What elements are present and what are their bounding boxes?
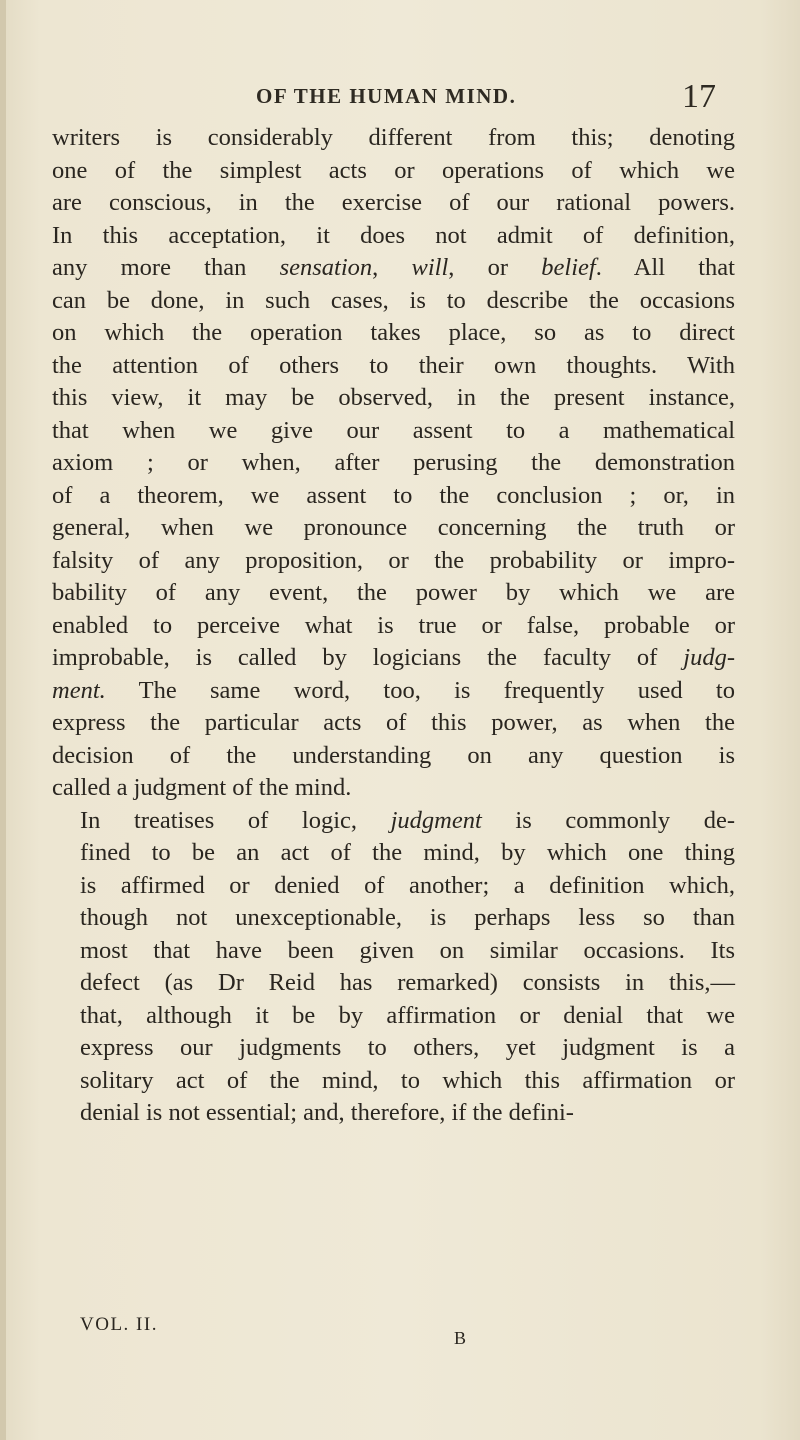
text-line: express the particular acts of this power, as when the <box>52 709 735 736</box>
text-line: most that have been given on similar occasions. Its <box>80 936 735 964</box>
page-header <box>66 78 716 118</box>
text-line: solitary act of the mind, to which this affirmation or <box>80 1066 735 1094</box>
text-line: denial is not essential; and, therefore, if the defini- <box>80 1099 574 1126</box>
signature-mark: B <box>454 1328 467 1348</box>
text-line: though not unexceptionable, is perhaps less so than <box>80 904 735 931</box>
text-line: on which the operation takes place, so as to direct <box>52 319 735 346</box>
italic-term: sensation <box>279 254 373 281</box>
running-head: OF THE HUMAN MIND. <box>256 84 517 108</box>
text-line: axiom ; or when, after perusing the demonstration <box>52 449 735 476</box>
text-line: In treatises of logic, judgment is commonly de- <box>80 806 736 834</box>
text-line: falsity of any proposition, or the probability or impro- <box>52 546 735 574</box>
text-line: are conscious, in the exercise of our rational powers. <box>52 189 735 216</box>
italic-term: ment. <box>52 676 106 704</box>
paragraph-2 <box>52 805 735 1130</box>
text-line: express our judgments to others, yet judgment is a <box>80 1034 735 1061</box>
text-line: improbable, is called by logicians the faculty of judg- <box>52 644 735 671</box>
italic-term: judgment <box>390 806 482 834</box>
text-line: ment. The same word, too, is frequently used to <box>52 676 735 704</box>
page-edge-shadow <box>0 0 6 1440</box>
text-line: called a judgment of the mind. <box>52 774 352 801</box>
text-line: can be done, in such cases, is to describe the occasions <box>52 286 735 314</box>
text-line: fined to be an act of the mind, by which one thing <box>80 839 735 866</box>
italic-term: judg- <box>683 644 735 671</box>
text-line: one of the simplest acts or operations of which we <box>52 156 735 184</box>
text-line: this view, it may be observed, in the present instance, <box>52 384 735 411</box>
text-line: that when we give our assent to a mathematical <box>52 416 735 444</box>
paragraph-1 <box>52 122 735 805</box>
page-footer <box>80 1314 680 1354</box>
volume-mark: VOL. II. <box>80 1314 158 1335</box>
text-line: In this acceptation, it does not admit of definition, <box>52 221 735 249</box>
text-line: defect (as Dr Reid has remarked) consists in this,— <box>80 969 735 996</box>
text-line: of a theorem, we assent to the conclusion ; or, in <box>52 481 735 509</box>
text-line: decision of the understanding on any question is <box>52 741 735 769</box>
text-line: bability of any event, the power by which we are <box>52 579 735 606</box>
text-line: general, when we pronounce concerning the truth or <box>52 514 735 541</box>
body-text <box>52 122 735 1130</box>
text-line: enabled to perceive what is true or false, probable or <box>52 611 735 639</box>
text-line: that, although it be by affirmation or denial that we <box>80 1001 735 1029</box>
text-line: writers is considerably different from this; denoting <box>52 124 735 151</box>
text-line: is affirmed or denied of another; a definition which, <box>80 871 735 899</box>
italic-term: belief <box>541 254 596 281</box>
text-line: any more than sensation, will, or belief. All that <box>52 254 735 281</box>
text-line: the attention of others to their own thoughts. With <box>52 351 735 379</box>
italic-term: will <box>411 254 449 281</box>
page-number: 17 <box>682 78 716 115</box>
